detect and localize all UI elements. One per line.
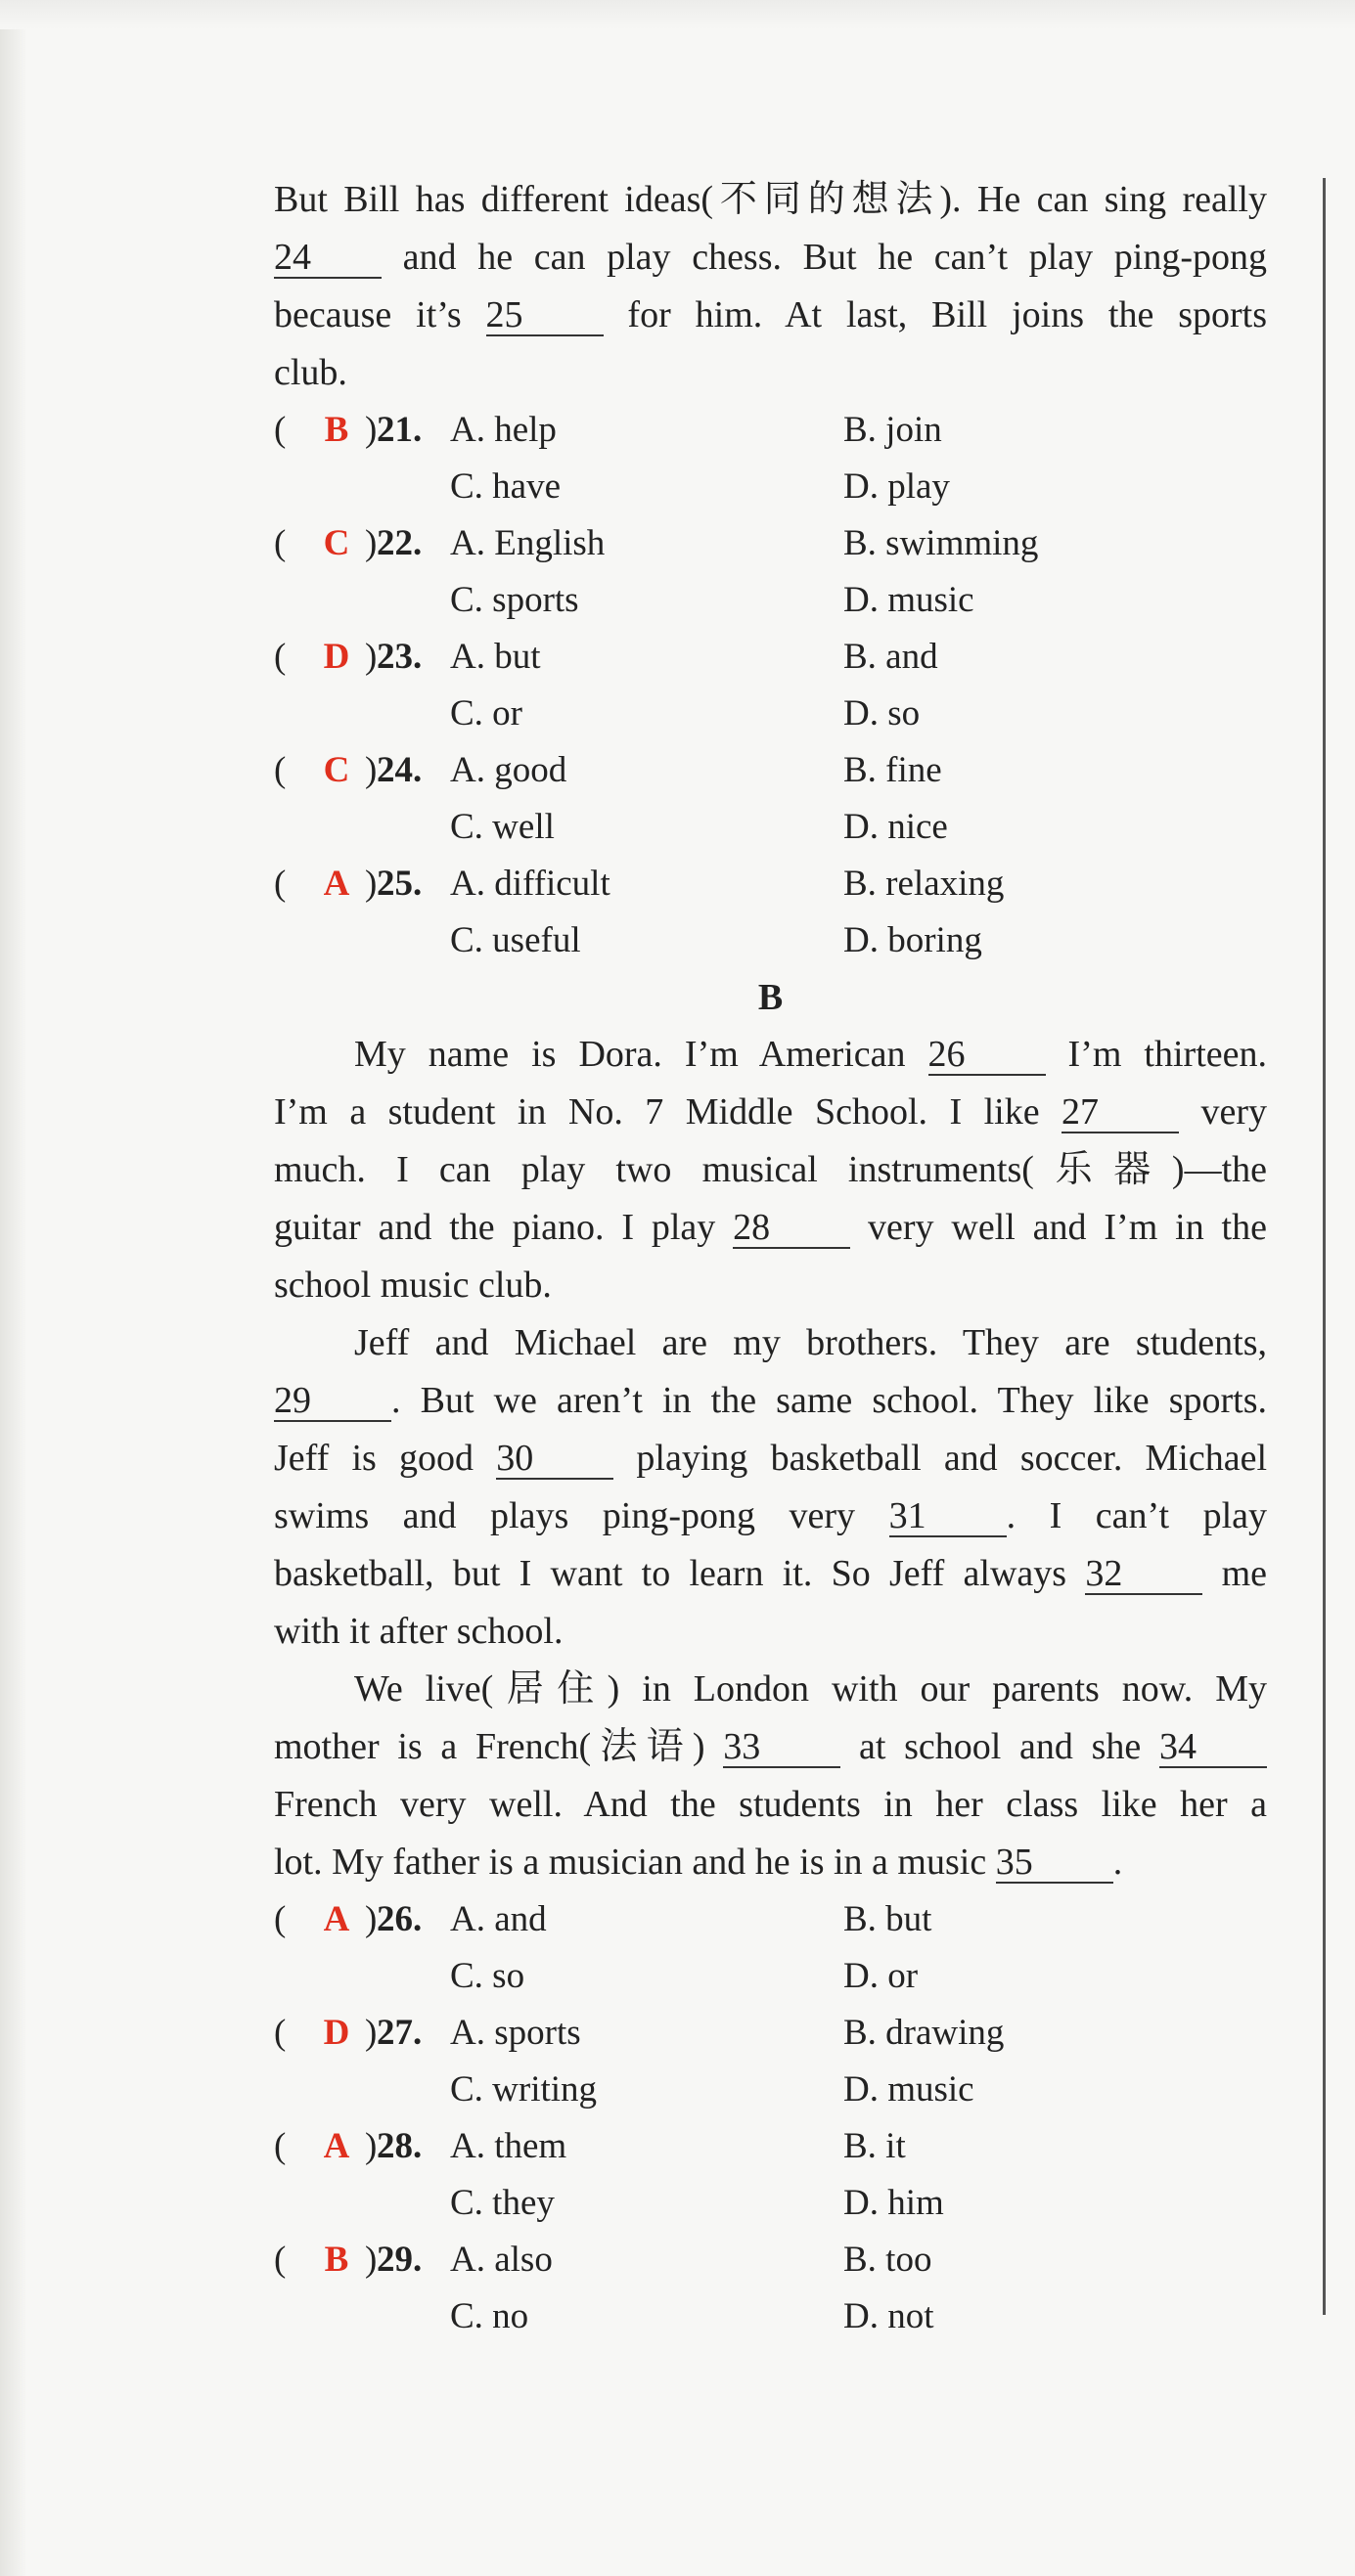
paren-close: ) bbox=[365, 1899, 378, 1939]
passage-line bbox=[274, 1141, 1267, 1199]
passage-line bbox=[274, 229, 1267, 287]
blank-28[interactable]: 28 bbox=[733, 1208, 850, 1249]
question-number: 21. bbox=[377, 410, 423, 450]
option-a[interactable]: A. difficult bbox=[450, 864, 610, 904]
option-a[interactable]: A. sports bbox=[450, 2013, 581, 2053]
option-c[interactable]: C. writing bbox=[450, 2069, 598, 2110]
option-a[interactable]: A. them bbox=[450, 2126, 567, 2166]
paren-close: ) bbox=[365, 523, 378, 563]
question-row bbox=[274, 2005, 1267, 2062]
passage-line bbox=[274, 1776, 1267, 1834]
passage-text: My name is Dora. I’m American bbox=[354, 1034, 928, 1075]
option-d[interactable]: D. music bbox=[843, 580, 974, 620]
option-d[interactable]: D. so bbox=[843, 693, 921, 733]
option-c[interactable]: C. or bbox=[450, 693, 522, 733]
paren-close: ) bbox=[365, 864, 378, 904]
answer-mark[interactable]: D bbox=[323, 637, 350, 677]
paren-close: ) bbox=[365, 2126, 378, 2166]
paren-open: ( bbox=[274, 864, 287, 904]
passage-line bbox=[274, 1718, 1267, 1776]
passage-text: Jeff is good bbox=[274, 1438, 497, 1479]
passage-text: But Bill has different ideas(不同的想法). He can sing really bbox=[274, 179, 1267, 220]
option-d[interactable]: D. play bbox=[843, 466, 950, 507]
question-row bbox=[274, 742, 1267, 799]
paren-open: ( bbox=[274, 1899, 287, 1939]
passage-text: I’m thirteen. bbox=[1045, 1034, 1267, 1075]
answer-mark[interactable]: A bbox=[323, 864, 350, 904]
option-b[interactable]: B. join bbox=[843, 410, 942, 450]
option-d[interactable]: D. nice bbox=[843, 807, 948, 847]
question-row bbox=[274, 2232, 1267, 2288]
question-row bbox=[274, 686, 1267, 742]
page-top-shadow bbox=[0, 0, 1355, 29]
passage-text: . I can’t play bbox=[1006, 1495, 1267, 1536]
blank-32[interactable]: 32 bbox=[1085, 1554, 1202, 1595]
passage-b bbox=[274, 1026, 1267, 1891]
section-b-title: B bbox=[757, 977, 784, 1018]
passage-line bbox=[274, 1430, 1267, 1488]
option-b[interactable]: B. it bbox=[843, 2126, 906, 2166]
option-a[interactable]: A. good bbox=[450, 750, 567, 790]
passage-text: playing basketball and soccer. Michael bbox=[613, 1438, 1268, 1479]
option-b[interactable]: B. but bbox=[843, 1899, 932, 1939]
paren-open: ( bbox=[274, 410, 287, 450]
passage-line bbox=[274, 1199, 1267, 1257]
question-number: 24. bbox=[377, 750, 423, 790]
passage-text: much. I can play two musical instruments(乐器)—the bbox=[274, 1149, 1267, 1190]
question-number: 23. bbox=[377, 637, 423, 677]
passage-line bbox=[274, 171, 1267, 229]
option-a[interactable]: A. and bbox=[450, 1899, 547, 1939]
question-number: 28. bbox=[377, 2126, 423, 2166]
passage-text: I’m a student in No. 7 Middle School. I like bbox=[274, 1091, 1062, 1133]
option-c[interactable]: C. they bbox=[450, 2183, 555, 2223]
paren-close: ) bbox=[365, 2240, 378, 2280]
passage-text: . But we aren’t in the same school. They like sports. bbox=[391, 1380, 1267, 1421]
blank-29[interactable]: 29 bbox=[274, 1381, 391, 1422]
option-c[interactable]: C. so bbox=[450, 1956, 525, 1996]
answer-mark[interactable]: D bbox=[323, 2013, 350, 2053]
passage-line bbox=[274, 1026, 1267, 1084]
paren-open: ( bbox=[274, 523, 287, 563]
passage-text: club. bbox=[274, 352, 347, 393]
answer-mark[interactable]: A bbox=[323, 1899, 350, 1939]
passage-line bbox=[274, 1314, 1267, 1372]
blank-33[interactable]: 33 bbox=[723, 1727, 840, 1768]
passage-text: . bbox=[1112, 1842, 1123, 1883]
passage-line bbox=[274, 1488, 1267, 1545]
question-number: 25. bbox=[377, 864, 423, 904]
option-b[interactable]: B. too bbox=[843, 2240, 932, 2280]
passage-text: and he can play chess. But he can’t play ping-pong bbox=[382, 237, 1267, 278]
paren-open: ( bbox=[274, 2126, 287, 2166]
question-row bbox=[274, 459, 1267, 515]
option-d[interactable]: D. music bbox=[843, 2069, 974, 2110]
question-row bbox=[274, 912, 1267, 969]
passage-line bbox=[274, 1661, 1267, 1718]
option-b[interactable]: B. swimming bbox=[843, 523, 1039, 563]
passage-text: very well and I’m in the bbox=[850, 1207, 1267, 1248]
option-a[interactable]: A. help bbox=[450, 410, 557, 450]
paren-open: ( bbox=[274, 637, 287, 677]
option-d[interactable]: D. boring bbox=[843, 920, 982, 960]
question-row bbox=[274, 2175, 1267, 2232]
blank-25[interactable]: 25 bbox=[486, 295, 604, 336]
passage-text: mother is a French(法语) bbox=[274, 1726, 724, 1767]
paren-close: ) bbox=[365, 410, 378, 450]
question-number: 27. bbox=[377, 2013, 423, 2053]
passage-text: because it’s bbox=[274, 294, 486, 335]
passage-text: at school and she bbox=[840, 1726, 1159, 1767]
blank-27[interactable]: 27 bbox=[1061, 1092, 1179, 1133]
option-b[interactable]: B. relaxing bbox=[843, 864, 1005, 904]
answer-mark[interactable]: C bbox=[323, 750, 350, 790]
blank-31[interactable]: 31 bbox=[889, 1496, 1007, 1537]
option-c[interactable]: C. have bbox=[450, 466, 562, 507]
passage-text: French very well. And the students in her class like her a bbox=[274, 1784, 1267, 1825]
page-edge-shadow bbox=[0, 0, 27, 2576]
blank-24[interactable]: 24 bbox=[274, 238, 382, 279]
passage-line bbox=[274, 344, 1267, 402]
question-row bbox=[274, 515, 1267, 572]
passage-text: school music club. bbox=[274, 1265, 552, 1306]
passage-line bbox=[274, 1084, 1267, 1141]
passage-line bbox=[274, 1834, 1267, 1891]
worksheet-content bbox=[274, 171, 1267, 2345]
question-row bbox=[274, 572, 1267, 629]
passage-text: with it after school. bbox=[274, 1611, 564, 1652]
question-row bbox=[274, 629, 1267, 686]
passage-line bbox=[274, 287, 1267, 344]
answer-mark[interactable]: B bbox=[324, 2240, 349, 2280]
passage-text: lot. My father is a musician and he is in a music bbox=[274, 1842, 996, 1883]
option-d[interactable]: D. him bbox=[843, 2183, 944, 2223]
passage-text: We live(居住) in London with our parents now. My bbox=[354, 1668, 1267, 1710]
blank-35[interactable]: 35 bbox=[996, 1843, 1113, 1884]
blank-30[interactable]: 30 bbox=[496, 1439, 613, 1480]
paren-close: ) bbox=[365, 637, 378, 677]
answer-mark[interactable]: B bbox=[324, 410, 349, 450]
option-b[interactable]: B. and bbox=[843, 637, 938, 677]
passage-text: swims and plays ping-pong very bbox=[274, 1495, 889, 1536]
question-row bbox=[274, 2062, 1267, 2118]
question-row bbox=[274, 2118, 1267, 2175]
passage-a-end bbox=[274, 171, 1267, 402]
paren-close: ) bbox=[365, 750, 378, 790]
option-d[interactable]: D. or bbox=[843, 1956, 919, 1996]
question-number: 22. bbox=[377, 523, 423, 563]
question-row bbox=[274, 1948, 1267, 2005]
question-row bbox=[274, 799, 1267, 856]
passage-text: Jeff and Michael are my brothers. They are students, bbox=[354, 1322, 1267, 1363]
question-row bbox=[274, 856, 1267, 912]
paren-close: ) bbox=[365, 2013, 378, 2053]
question-number: 29. bbox=[377, 2240, 423, 2280]
passage-text: guitar and the piano. I play bbox=[274, 1207, 734, 1248]
option-c[interactable]: C. sports bbox=[450, 580, 579, 620]
option-c[interactable]: C. no bbox=[450, 2296, 529, 2336]
paren-open: ( bbox=[274, 750, 287, 790]
question-list-b bbox=[274, 1891, 1267, 2345]
passage-text: basketball, but I want to learn it. So Jeff always bbox=[274, 1553, 1086, 1594]
question-row bbox=[274, 2288, 1267, 2345]
passage-line bbox=[274, 1603, 1267, 1661]
passage-line bbox=[274, 1372, 1267, 1430]
passage-text: for him. At last, Bill joins the sports bbox=[603, 294, 1267, 335]
question-number: 26. bbox=[377, 1899, 423, 1939]
blank-26[interactable]: 26 bbox=[928, 1035, 1046, 1076]
passage-line bbox=[274, 1545, 1267, 1603]
answer-mark[interactable]: C bbox=[323, 523, 350, 563]
option-a[interactable]: A. English bbox=[450, 523, 606, 563]
passage-text: very bbox=[1179, 1091, 1267, 1133]
paren-open: ( bbox=[274, 2013, 287, 2053]
option-a[interactable]: A. but bbox=[450, 637, 541, 677]
question-row bbox=[274, 1891, 1267, 1948]
blank-34[interactable]: 34 bbox=[1159, 1727, 1267, 1768]
option-b[interactable]: B. fine bbox=[843, 750, 942, 790]
passage-line bbox=[274, 1257, 1267, 1314]
question-list-a bbox=[274, 402, 1267, 969]
answer-mark[interactable]: A bbox=[323, 2126, 350, 2166]
option-c[interactable]: C. well bbox=[450, 807, 555, 847]
margin-rule bbox=[1323, 178, 1326, 2315]
passage-text: me bbox=[1202, 1553, 1267, 1594]
option-b[interactable]: B. drawing bbox=[843, 2013, 1005, 2053]
paren-open: ( bbox=[274, 2240, 287, 2280]
option-d[interactable]: D. not bbox=[843, 2296, 934, 2336]
option-a[interactable]: A. also bbox=[450, 2240, 553, 2280]
question-row bbox=[274, 402, 1267, 459]
option-c[interactable]: C. useful bbox=[450, 920, 581, 960]
